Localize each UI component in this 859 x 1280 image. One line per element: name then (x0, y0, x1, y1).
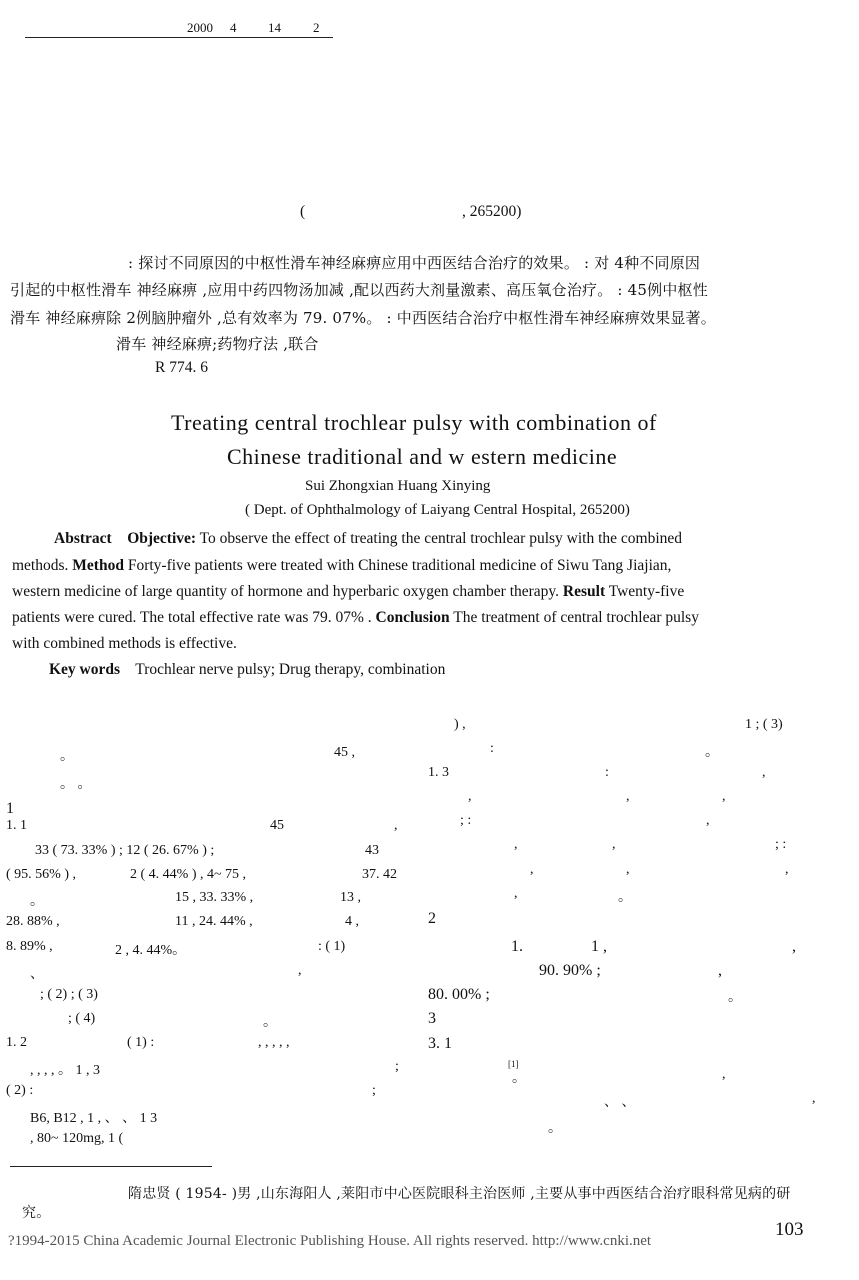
abstract-text: Forty-five patients were treated with Chinese traditional medicine of Siwu Tang Jiajian, (123, 557, 672, 574)
body-fragment: , , , , 。 1 , 3 (30, 1063, 100, 1078)
body-fragment: 37. 42 (362, 867, 397, 882)
body-fragment: , (718, 962, 722, 979)
body-fragment: 43 (365, 843, 379, 858)
body-fragment: 、 、 (604, 1095, 636, 1110)
header-rule (25, 37, 333, 38)
body-fragment: , (468, 789, 472, 804)
method-label: Method (72, 557, 124, 574)
affiliation-en: ( Dept. of Ophthalmology of Laiyang Central Hospital, 265200) (245, 502, 630, 518)
body-fragment: , (812, 1091, 816, 1106)
result-label: Result (562, 583, 606, 600)
keywords-en (49, 661, 445, 679)
body-fragment: , (530, 862, 534, 877)
body-fragment: , (514, 837, 518, 852)
body-fragment: [1] (508, 1059, 519, 1069)
body-fragment: 1 ; ( 3) (745, 717, 783, 732)
abstract-text: methods. (12, 557, 69, 574)
objective-label: Objective: (127, 530, 197, 547)
abstract-en-line-3 (12, 583, 684, 601)
body-fragment: 80. 00% ; (428, 986, 490, 1003)
body-fragment: , (298, 963, 302, 978)
affiliation-zh-code: , 265200) (462, 203, 522, 220)
page-number: 103 (775, 1219, 804, 1240)
body-fragment: , (722, 789, 726, 804)
copyright-footer: ?1994-2015 China Academic Journal Electronic Publishing House. All rights reserved. http://www.cnki.net (8, 1233, 652, 1249)
body-fragment: 3 (428, 1010, 436, 1027)
abstract-text: The treatment of central trochlear pulsy (449, 609, 699, 626)
body-fragment: , , , , , (258, 1035, 290, 1050)
body-fragment: 1 (6, 800, 14, 817)
title-en-line-1: Treating central trochlear pulsy with combination of (171, 410, 657, 435)
body-fragment: B6, B12 , 1 , 、 、 1 3 (30, 1111, 158, 1126)
abstract-text: patients were cured. The total effective rate was 79. 07% . (12, 609, 372, 626)
body-fragment: 1. 3 (428, 765, 449, 780)
body-fragment: 、 (30, 967, 44, 982)
body-fragment: 。 (263, 1015, 277, 1030)
body-fragment: 3. 1 (428, 1035, 452, 1052)
header-issue: 14 (268, 20, 281, 35)
body-fragment: , (762, 765, 766, 780)
title-en-line-2: Chinese traditional and w estern medicine (227, 444, 618, 469)
body-fragment: 13 , (340, 890, 361, 905)
authors-en: Sui Zhongxian Huang Xinying (305, 478, 491, 494)
body-fragment: 45 (270, 818, 284, 833)
body-fragment: 。 (60, 749, 74, 764)
abstract-zh-line: 滑车 神经麻痹除 2例脑肿瘤外 ,总有效率为 79. 07%。 : 中西医结合治疗中枢性滑车神经麻痹效果显著。 (10, 309, 716, 327)
abstract-label: Abstract (54, 530, 112, 547)
abstract-en-line-4 (12, 609, 699, 627)
abstract-zh-line: : 探讨不同原因的中枢性滑车神经麻痹应用中西医结合治疗的效果。 : 对 4种不同原因 (128, 254, 701, 272)
body-fragment: 2 ( 4. 44% ) , 4~ 75 , (130, 867, 247, 882)
body-fragment: ; : (775, 837, 787, 852)
body-fragment: , (706, 813, 710, 828)
body-fragment: , 80~ 120mg, 1 ( (30, 1131, 124, 1146)
body-fragment: , (612, 837, 616, 852)
conclusion-label: Conclusion (375, 609, 450, 626)
body-fragment: 2 , 4. 44%。 (115, 943, 187, 958)
header-number: 2 (313, 20, 320, 35)
body-fragment: ; (395, 1059, 399, 1074)
body-fragment: , (785, 862, 789, 877)
body-fragment: 。 (705, 745, 719, 760)
body-fragment: , (626, 789, 630, 804)
body-fragment: 11 , 24. 44% , (175, 914, 253, 929)
body-fragment: 。 (548, 1121, 562, 1136)
body-fragment: ( 95. 56% ) , (6, 867, 76, 882)
body-fragment: : ( 1) (318, 939, 346, 954)
body-fragment: 8. 89% , (6, 939, 53, 954)
body-fragment: 45 , (334, 745, 355, 760)
body-fragment: , (626, 862, 630, 877)
body-fragment: , (792, 938, 796, 955)
keywords-zh: 滑车 神经麻痹;药物疗法 ,联合 (116, 335, 319, 353)
footnote-rule (10, 1166, 212, 1167)
body-fragment: 90. 90% ; (539, 962, 601, 979)
abstract-en-line-2 (12, 557, 671, 575)
body-fragment: 28. 88% , (6, 914, 60, 929)
body-fragment: 。 (512, 1071, 526, 1086)
abstract-en-line-5: with combined methods is effective. (12, 635, 237, 652)
keywords-label: Key words (49, 661, 121, 678)
body-fragment: ( 2) : (6, 1083, 34, 1098)
body-fragment: , (514, 886, 518, 901)
body-fragment: : (490, 741, 494, 756)
abstract-text: To observe the effect of treating the central trochlear pulsy with the combined (196, 530, 683, 547)
body-fragment: ; (372, 1083, 376, 1098)
body-fragment: ; ( 2) ; ( 3) (40, 987, 98, 1002)
keywords-text: Trochlear nerve pulsy; Drug therapy, combination (135, 661, 446, 678)
affiliation-zh-open: ( (300, 203, 306, 220)
body-fragment: ) , (454, 717, 466, 732)
body-fragment: ( 1) : (127, 1035, 155, 1050)
body-fragment: , (394, 818, 398, 833)
body-fragment: 15 , 33. 33% , (175, 890, 254, 905)
body-fragment: ; : (460, 813, 472, 828)
body-fragment: 1. (511, 938, 523, 955)
body-fragment: 。 。 (60, 777, 92, 792)
body-fragment: 。 (728, 990, 742, 1005)
body-fragment: 1 , (591, 938, 607, 955)
body-fragment: 。 (30, 894, 44, 909)
body-fragment: 4 , (345, 914, 359, 929)
abstract-text: western medicine of large quantity of hormone and hyperbaric oxygen chamber therapy. (12, 583, 560, 600)
body-fragment: 33 ( 73. 33% ) ; 12 ( 26. 67% ) ; (35, 843, 215, 858)
body-fragment: 2 (428, 910, 436, 927)
body-fragment: 1. 2 (6, 1035, 27, 1050)
body-fragment: : (605, 765, 609, 780)
abstract-text: Twenty-five (605, 583, 685, 600)
body-fragment: 1. 1 (6, 818, 27, 833)
header-volume: 4 (230, 20, 237, 35)
header-year: 2000 (187, 20, 213, 35)
body-fragment: 。 (618, 890, 632, 905)
abstract-en-line-1 (54, 530, 682, 548)
footnote-line-1: 隋忠贤 ( 1954- )男 ,山东海阳人 ,莱阳市中心医院眼科主治医师 ,主要从事中西医结合治疗眼科常见病的研 (128, 1186, 791, 1202)
abstract-zh-line: 引起的中枢性滑车 神经麻痹 ,应用中药四物汤加减 ,配以西药大剂量激素、高压氧仓治疗。 : 45例中枢性 (10, 281, 708, 299)
classification-code: R 774. 6 (155, 359, 208, 376)
footnote-line-2: 究。 (22, 1205, 51, 1221)
body-fragment: ; ( 4) (68, 1011, 96, 1026)
body-fragment: , (722, 1067, 726, 1082)
